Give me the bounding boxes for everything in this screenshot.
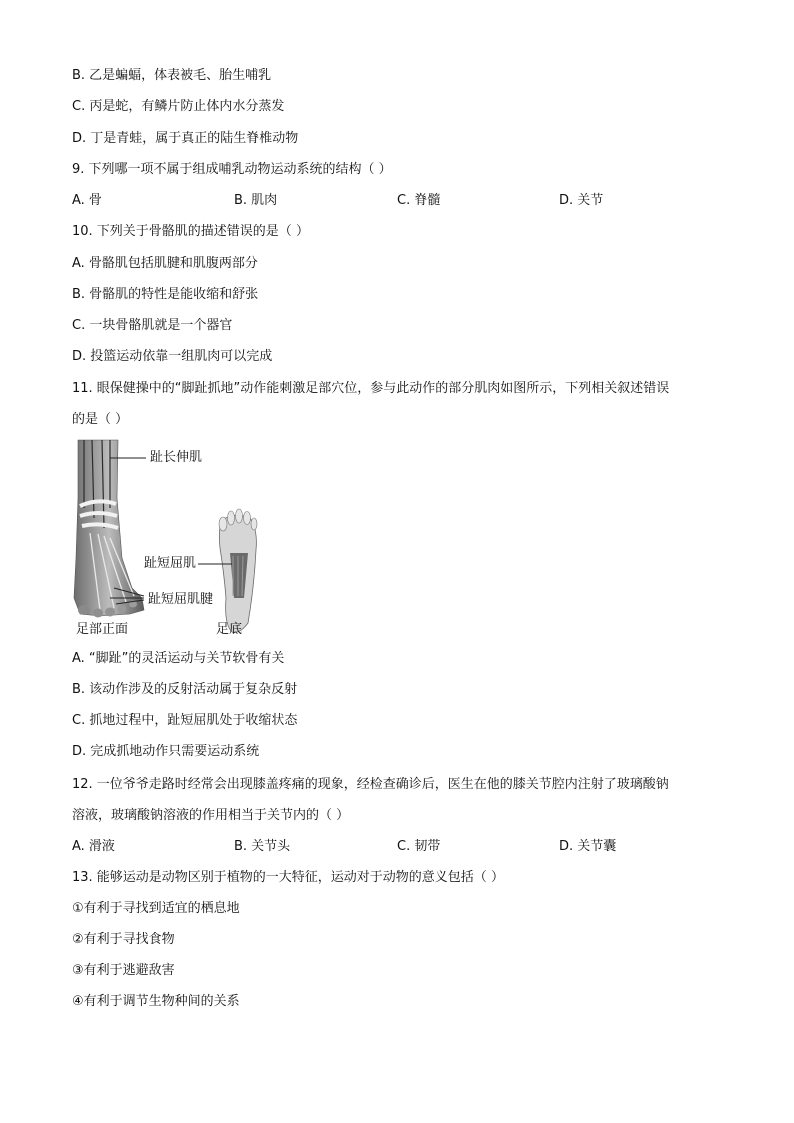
q13-item-4: ④有利于调节生物种间的关系 [72,994,240,1009]
q11-option-d: D. 完成抓地动作只需要运动系统 [72,744,260,759]
q13-item-3: ③有利于逃避敌害 [72,963,175,978]
q12-option-d: D. 关节囊 [559,839,617,854]
question-12-line1: 12. 一位爷爷走路时经常会出现膝盖疼痛的现象，经检查确诊后，医生在他的膝关节腔内注射了玻璃酸钠 [72,777,669,792]
question-10: 10. 下列关于骨骼肌的描述错误的是（ ） [72,224,309,239]
option-d-text: D. 丁是青蛙，属于真正的陆生脊椎动物 [72,131,299,146]
caption-foot-sole: 足底 [216,622,243,637]
label-flexor-tendon: 趾短屈肌腱 [148,592,214,607]
q10-option-b: B. 骨骼肌的特性是能收缩和舒张 [72,287,259,302]
q11-option-c: C. 抓地过程中，趾短屈肌处于收缩状态 [72,713,298,728]
q13-item-2: ②有利于寻找食物 [72,932,175,947]
label-extensor-digitorum-longus: 趾长伸肌 [150,450,203,465]
question-9: 9. 下列哪一项不属于组成哺乳动物运动系统的结构（ ） [72,162,392,177]
question-12-line2: 溶液，玻璃酸钠溶液的作用相当于关节内的（ ） [72,808,350,823]
foot-muscle-figure [70,438,270,643]
q9-option-a: A. 骨 [72,193,102,208]
q11-option-b: B. 该动作涉及的反射活动属于复杂反射 [72,682,298,697]
label-flexor-digitorum-brevis: 趾短屈肌 [144,556,197,571]
question-11-line2: 的是（ ） [72,412,129,427]
question-11-line1: 11. 眼保健操中的“脚趾抓地”动作能刺激足部穴位，参与此动作的部分肌肉如图所示，下列相关叙述错误 [72,381,670,396]
q9-option-d: D. 关节 [559,193,604,208]
q11-option-a: A. “脚趾”的灵活运动与关节软骨有关 [72,651,285,666]
q9-option-b: B. 肌肉 [234,193,278,208]
q12-option-a: A. 滑液 [72,839,115,854]
q10-option-a: A. 骨骼肌包括肌腱和肌腹两部分 [72,256,258,271]
q10-option-c: C. 一块骨骼肌就是一个器官 [72,318,233,333]
caption-foot-front: 足部正面 [76,622,129,637]
q13-item-1: ①有利于寻找到适宜的栖息地 [72,901,240,916]
q12-option-b: B. 关节头 [234,839,291,854]
q10-option-d: D. 投篮运动依靠一组肌肉可以完成 [72,349,273,364]
q9-option-c: C. 脊髓 [397,193,441,208]
option-c-text: C. 丙是蛇，有鳞片防止体内水分蒸发 [72,99,285,114]
q12-option-c: C. 韧带 [397,839,441,854]
question-13: 13. 能够运动是动物区别于植物的一大特征，运动对于动物的意义包括（ ） [72,870,504,885]
foot-anatomy-illustration [70,438,270,643]
option-b-text: B. 乙是蝙蝠，体表被毛、胎生哺乳 [72,68,272,83]
